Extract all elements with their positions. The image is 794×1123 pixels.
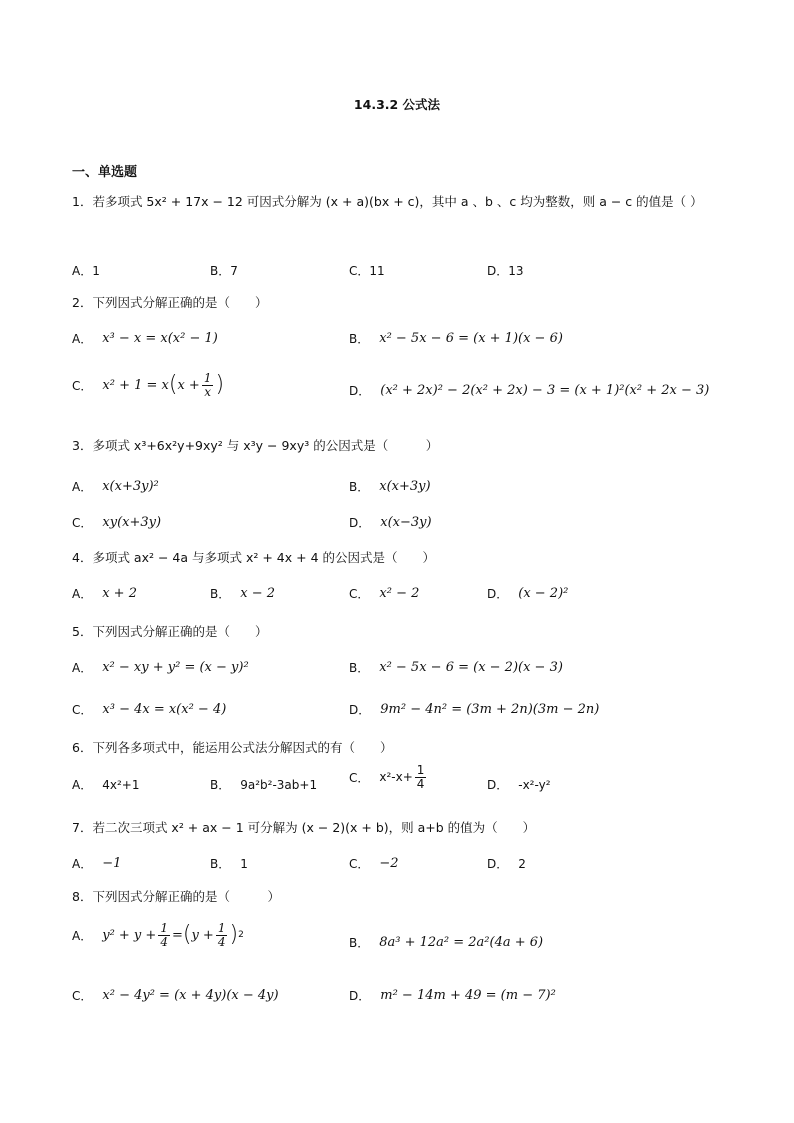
fraction-numerator: 1 (203, 371, 212, 385)
q5-option-a-expr: x² − xy + y² = (x − y)² (102, 660, 249, 675)
option-label: B． (210, 857, 231, 871)
q6-option-c-left: x²-x+ (379, 770, 413, 785)
q1-option-c: C．11 (349, 264, 385, 278)
q2-option-d-expr: (x² + 2x)² − 2(x² + 2x) − 3 = (x + 1)²(x² + 2x − 3) (380, 383, 710, 398)
q3-option-a (72, 478, 159, 495)
option-label: B． (210, 587, 231, 601)
q5-option-a (72, 659, 249, 676)
q8-option-a-equals: = (171, 927, 183, 943)
option-label: A． (72, 857, 93, 871)
option-label: D． (487, 587, 509, 601)
q8-option-a (72, 922, 244, 948)
q3-option-b (349, 478, 431, 495)
q2-option-c-left: x² + 1 = x (102, 377, 169, 393)
option-label: C． (72, 703, 93, 717)
q5-option-d-expr: 9m² − 4n² = (3m + 2n)(3m − 2n) (380, 702, 600, 717)
option-label: B． (349, 332, 370, 346)
fraction-numerator: 1 (416, 763, 425, 777)
option-label: A． (72, 778, 93, 792)
option-label: C． (349, 770, 370, 785)
q2-option-c-fraction (202, 372, 214, 398)
q7-option-c-expr: −2 (379, 856, 399, 871)
question-4-stem: 4．多项式 ax² − 4a 与多项式 x² + 4x + 4 的公因式是（ ） (72, 550, 436, 565)
q7-option-c (349, 855, 399, 872)
q4-option-a-expr: x + 2 (102, 586, 137, 601)
q5-option-b (349, 659, 563, 676)
q3-option-d (349, 514, 432, 531)
q6-option-b (210, 776, 317, 793)
section-heading: 一、单选题 (72, 165, 138, 180)
paren-close: ) (229, 922, 239, 948)
q2-option-d (349, 382, 709, 399)
option-label: D． (487, 778, 509, 792)
q4-option-a (72, 585, 137, 602)
option-label: C． (72, 989, 93, 1003)
q7-option-d-expr: 2 (518, 856, 526, 871)
q4-option-d-expr: (x − 2)² (518, 586, 569, 601)
option-label: A． (72, 661, 93, 675)
fraction-denominator: 4 (217, 934, 226, 949)
q2-option-c (72, 372, 224, 398)
q8-option-b-expr: 8a³ + 12a² = 2a²(4a + 6) (379, 935, 544, 950)
question-1-stem: 1．若多项式 5x² + 17x − 12 可因式分解为 (x + a)(bx + c)，其中 a 、b 、c 均为整数，则 a − c 的值是（ ） (72, 194, 703, 209)
q7-option-a (72, 855, 121, 872)
q8-option-c (72, 987, 279, 1004)
q8-option-d (349, 987, 556, 1004)
option-label: A． (72, 332, 93, 346)
q4-option-c-expr: x² − 2 (379, 586, 420, 601)
fraction-denominator: 4 (160, 934, 168, 949)
page-title: 14.3.2 公式法 (353, 97, 441, 112)
q3-option-d-expr: x(x−3y) (380, 515, 432, 530)
q3-option-a-expr: x(x+3y)² (102, 479, 159, 494)
q8-option-a-fraction-left (158, 922, 170, 948)
q5-option-c-expr: x³ − 4x = x(x² − 4) (102, 702, 227, 717)
question-8-stem: 8．下列因式分解正确的是（ ） (72, 889, 280, 904)
q8-option-a-left: y² + y + (102, 927, 157, 943)
fraction-numerator: 1 (217, 921, 226, 935)
q6-option-d (487, 776, 551, 793)
option-label: C． (349, 857, 370, 871)
q2-option-a-expr: x³ − x = x(x² − 1) (102, 331, 218, 346)
option-label: A． (72, 928, 93, 943)
q5-option-b-expr: x² − 5x − 6 = (x − 2)(x − 3) (379, 660, 563, 675)
q3-option-c-expr: xy(x+3y) (102, 515, 162, 530)
option-label: C． (72, 516, 93, 530)
q6-option-a (72, 776, 139, 793)
q2-option-a (72, 330, 218, 347)
q5-option-d (349, 701, 599, 718)
q8-option-c-expr: x² − 4y² = (x + 4y)(x − 4y) (102, 988, 279, 1003)
question-6-stem: 6．下列各多项式中，能运用公式法分解因式的有（ ） (72, 740, 393, 755)
fraction-denominator: 4 (416, 776, 425, 791)
q2-option-c-x: x + (177, 377, 200, 393)
option-label: C． (72, 378, 93, 393)
option-label: D． (349, 703, 371, 717)
option-label: B． (210, 778, 231, 792)
option-label: A． (72, 587, 93, 601)
question-7-stem: 7．若二次三项式 x² + ax − 1 可分解为 (x − 2)(x + b)，则 a+b 的值为（ ） (72, 820, 536, 835)
q7-option-b (210, 855, 248, 872)
option-label: A． (72, 480, 93, 494)
fraction-numerator: 1 (160, 921, 168, 935)
q2-option-b (349, 330, 563, 347)
option-label: D． (349, 516, 371, 530)
q1-option-d: D．13 (487, 264, 524, 278)
option-label: C． (349, 587, 370, 601)
q4-option-b (210, 585, 275, 602)
option-label: D． (487, 857, 509, 871)
option-label: B． (349, 480, 370, 494)
question-2-stem: 2．下列因式分解正确的是（ ） (72, 295, 268, 310)
q6-option-a-expr: 4x²+1 (102, 777, 140, 792)
option-label: D． (349, 384, 371, 398)
q6-option-b-expr: 9a²b²-3ab+1 (240, 777, 318, 792)
q3-option-c (72, 514, 161, 531)
option-label: D． (349, 989, 371, 1003)
q6-option-d-expr: -x²-y² (518, 777, 551, 792)
q1-option-a: A．1 (72, 264, 100, 278)
q6-option-c-fraction (415, 764, 427, 790)
question-5-stem: 5．下列因式分解正确的是（ ） (72, 624, 268, 639)
paren-close: ) (215, 372, 225, 398)
option-label: B． (349, 936, 370, 950)
paren-open: ( (182, 922, 192, 948)
q8-option-a-right-lead: y + (191, 927, 214, 943)
q8-option-b (349, 934, 543, 951)
q4-option-b-expr: x − 2 (240, 586, 275, 601)
q4-option-c (349, 585, 419, 602)
q7-option-d (487, 855, 526, 872)
q8-option-d-expr: m² − 14m + 49 = (m − 7)² (380, 988, 556, 1003)
q5-option-c (72, 701, 226, 718)
q7-option-a-expr: −1 (102, 856, 122, 871)
q4-option-d (487, 585, 568, 602)
q3-option-b-expr: x(x+3y) (379, 479, 431, 494)
q7-option-b-expr: 1 (240, 856, 248, 871)
exponent: 2 (238, 930, 244, 941)
fraction-denominator: x (204, 384, 212, 399)
question-3-stem: 3．多项式 x³+6x²y+9xy² 与 x³y − 9xy³ 的公因式是（ ） (72, 438, 439, 453)
q6-option-c (349, 764, 428, 790)
paren-open: ( (168, 372, 178, 398)
q1-option-b: B．7 (210, 264, 238, 278)
q8-option-a-fraction-right (216, 922, 228, 948)
q2-option-b-expr: x² − 5x − 6 = (x + 1)(x − 6) (379, 331, 563, 346)
option-label: B． (349, 661, 370, 675)
